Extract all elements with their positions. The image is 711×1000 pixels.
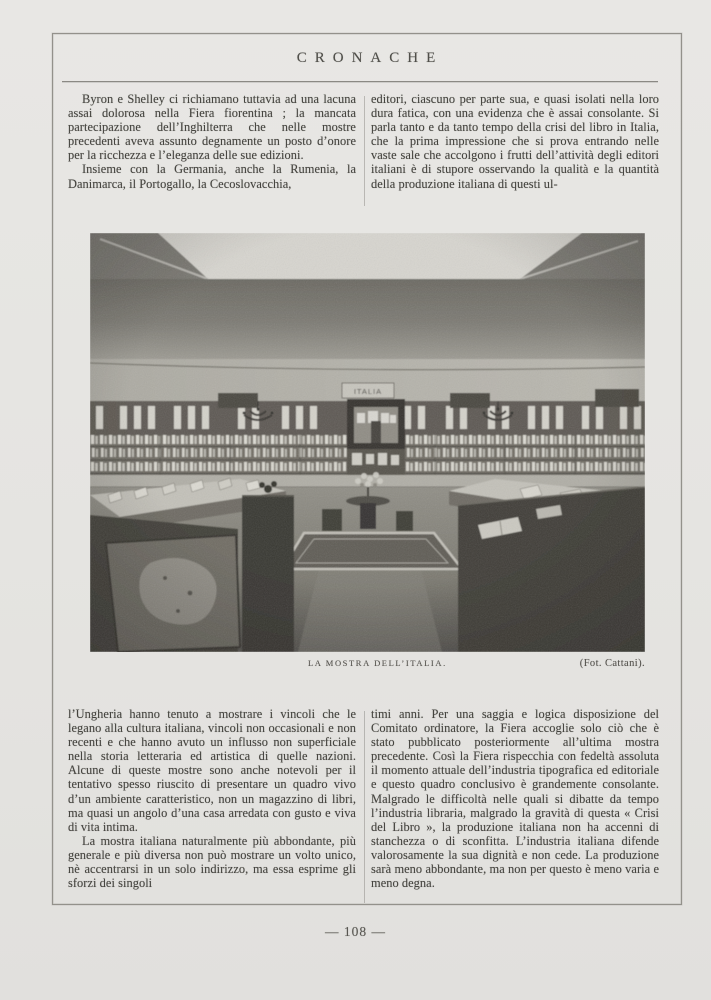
column-upper-left: [68, 92, 356, 191]
photo-caption: [90, 658, 645, 669]
caption-credit: (Fot. Cattani).: [579, 658, 645, 669]
paragraph: Byron e Shelley ci richiamano tuttavia ad una lacuna assai dolorosa nella Fiera fiorentina ; la mancata partecipazione dell’Inghilterra che nelle mostre precedenti aveva assunto degnamente un posto d’onore per la ricchezza e l’eleganza delle sue edizioni.: [68, 92, 356, 163]
column-lower-right: [371, 707, 659, 890]
paragraph: l’Ungheria hanno tenuto a mostrare i vincoli che le legano alla cultura italiana, vincoli non occasionali e non recenti e che hanno avuto un influsso non superficiale nella storia letteraria ed artistica di quelle nazioni. Alcune di queste mostre sono anche notevoli per il tentativo spesso riuscito di presentare un quadro vivo d’un ambiente caratteristico, non un magazzino di libri, ma quasi un angolo d’una casa arredata con gusto e viva di vita intima.: [68, 707, 356, 834]
page-number: — 108 —: [325, 924, 386, 939]
photo-figure: [90, 233, 645, 652]
paragraph: La mostra italiana naturalmente più abbondante, più generale e più diversa non può mostrare un volto unico, nè accentrarsi in un solo indirizzo, ma essa esprime gli sforzi dei singoli: [68, 833, 356, 891]
exhibition-hall-photo: [90, 233, 645, 652]
paragraph: timi anni. Per una saggia e logica disposizione del Comitato ordinatore, la Fiera accoglie solo ciò che è stato pubblicato posteriormente all’ultima mostra precedente. Così la Fiera rispecchia con fedeltà assoluta il momento attuale dell’industria tipografica ed editoriale e questo quadro conclusivo è grandemente consolante. Malgrado le difficoltà nelle quali si dibatte da tempo l’industria libraria, malgrado la gravità di questa « Crisi del Libro », la produzione italiana non ha accenni di stanchezza o di sconfitta. L’industria italiana difende valorosamente la sua dignità e non cede. La produzione sarà meno abbondante, ma non per questo è meno varia e meno degna.: [371, 707, 659, 891]
column-divider-lower: [364, 711, 365, 903]
column-divider-upper: [364, 96, 365, 206]
column-lower-left: [68, 707, 356, 890]
caption-title: LA MOSTRA DELL’ITALIA.: [308, 658, 447, 668]
masthead-rule: [62, 81, 658, 82]
photo-grain: [90, 233, 645, 652]
paragraph: editori, ciascuno per parte sua, e quasi isolati nella loro dura fatica, con una evidenza che è assai consolante. Si parla tanto e da tanto tempo della crisi del libro in Italia, che la prima impressione che si prova entrando nelle vaste sale che accolgono i frutti dell’attività degli editori italiani è di stupore osservando la qualità e la quantità della produzione italiana di questi ul-: [371, 92, 659, 191]
column-upper-right: [371, 92, 659, 191]
masthead-title: CRONACHE: [296, 50, 444, 66]
paragraph: Insieme con la Germania, anche la Rumenia, la Danimarca, il Portogallo, la Cecoslovacchia,: [68, 162, 356, 191]
